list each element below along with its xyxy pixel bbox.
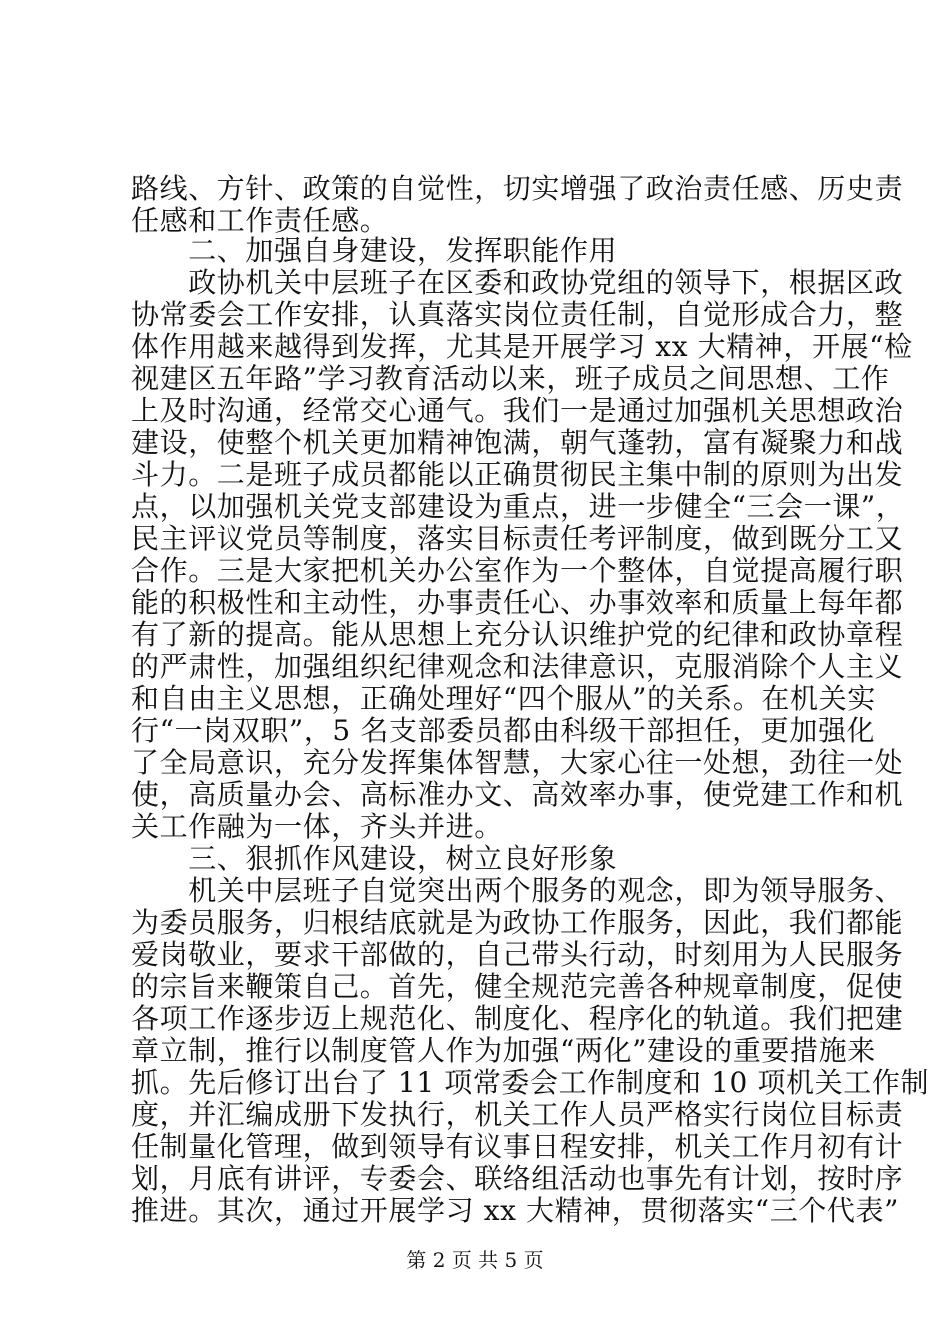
body-line: 体作用越来越得到发挥，尤其是开展学习 xx 大精神，开展“检 [131, 330, 913, 363]
body-line: 章立制，推行以制度管人作为加强“两化”建设的重要措施来 [131, 1034, 876, 1067]
body-line: 机关中层班子自觉突出两个服务的观念，即为领导服务、 [131, 874, 904, 907]
body-line: 政协机关中层班子在区委和政协党组的领导下，根据区政 [131, 266, 904, 299]
body-line: 使，高质量办会、高标准办文、高效率办事，使党建工作和机 [131, 778, 904, 811]
body-line: 度，并汇编成册下发执行，机关工作人员严格实行岗位目标责 [131, 1098, 904, 1131]
body-line: 划，月底有讲评，专委会、联络组活动也事先有计划，按时序 [131, 1162, 904, 1195]
body-line: 为委员服务，归根结底就是为政协工作服务，因此，我们都能 [131, 906, 904, 939]
body-line: 斗力。二是班子成员都能以正确贯彻民主集中制的原则为出发 [131, 458, 904, 491]
body-line: 上及时沟通，经常交心通气。我们一是通过加强机关思想政治 [131, 394, 904, 427]
body-line: 的严肃性，加强组织纪律观念和法律意识，克服消除个人主义 [131, 650, 904, 683]
body-line: 民主评议党员等制度，落实目标责任考评制度，做到既分工又 [131, 522, 904, 555]
body-line: 合作。三是大家把机关办公室作为一个整体，自觉提高履行职 [131, 554, 904, 587]
body-line: 各项工作逐步迈上规范化、制度化、程序化的轨道。我们把建 [131, 1002, 904, 1035]
body-line: 了全局意识，充分发挥集体智慧，大家心往一处想，劲往一处 [131, 746, 904, 779]
body-line: 建设，使整个机关更加精神饱满，朝气蓬勃，富有凝聚力和战 [131, 426, 904, 459]
body-line: 点，以加强机关党支部建设为重点，进一步健全“三会一课”， [131, 490, 905, 523]
body-line: 和自由主义思想，正确处理好“四个服从”的关系。在机关实 [131, 682, 876, 715]
body-line: 协常委会工作安排，认真落实岗位责任制，自觉形成合力，整 [131, 298, 904, 331]
body-line: 任制量化管理，做到领导有议事日程安排，机关工作月初有计 [131, 1130, 904, 1163]
body-line: 能的积极性和主动性，办事责任心、办事效率和质量上每年都 [131, 586, 904, 619]
body-line: 的宗旨来鞭策自己。首先，健全规范完善各种规章制度，促使 [131, 970, 904, 1003]
body-line: 抓。先后修订出台了 11 项常委会工作制度和 10 项机关工作制 [131, 1066, 930, 1099]
section-heading: 二、加强自身建设，发挥职能作用 [131, 234, 618, 267]
page-number: 第 2 页 共 5 页 [406, 1248, 544, 1272]
body-line: 任感和工作责任感。 [131, 204, 389, 237]
body-line: 推进。其次，通过开展学习 xx 大精神，贯彻落实“三个代表” [131, 1194, 900, 1227]
body-line: 路线、方针、政策的自觉性，切实增强了政治责任感、历史责 [131, 172, 904, 205]
body-line: 关工作融为一体，齐头并进。 [131, 810, 503, 843]
body-line: 视建区五年路”学习教育活动以来，班子成员之间思想、工作 [131, 362, 890, 395]
section-heading: 三、狠抓作风建设，树立良好形象 [131, 842, 618, 875]
body-line: 行“一岗双职”，5 名支部委员都由科级干部担任，更加强化 [131, 714, 876, 747]
body-line: 有了新的提高。能从思想上充分认识维护党的纪律和政协章程 [131, 618, 904, 651]
body-line: 爱岗敬业，要求干部做的，自己带头行动，时刻用为人民服务 [131, 938, 904, 971]
